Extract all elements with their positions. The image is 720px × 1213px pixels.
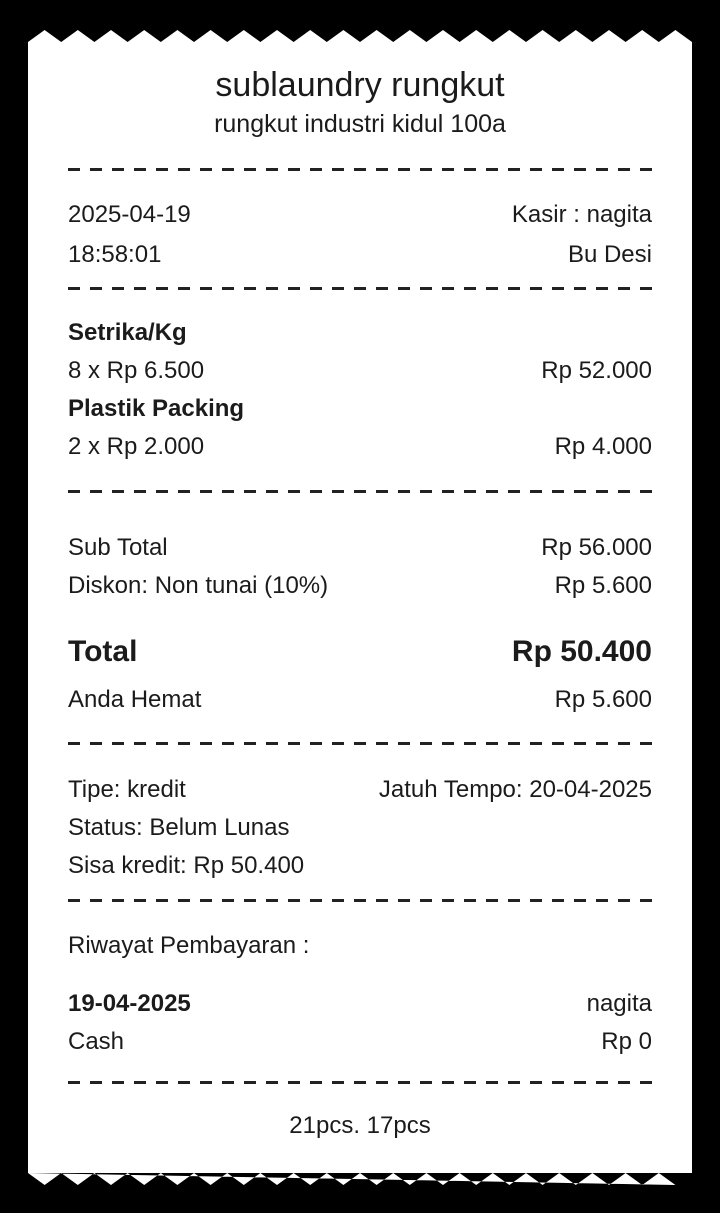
payment-date: 19-04-2025 — [68, 990, 191, 1017]
dashed-separator — [68, 287, 652, 290]
store-name: sublaundry rungkut — [215, 66, 505, 104]
item-detail-row — [68, 428, 652, 466]
payment-method-row — [68, 1023, 652, 1061]
item-qty-price: 8 x Rp 6.500 — [68, 357, 205, 384]
subtotal-value: Rp 56.000 — [541, 534, 652, 561]
receipt — [28, 30, 692, 1185]
receipt-torn-edge-top — [28, 30, 692, 42]
discount-label: Diskon: Non tunai (10%) — [68, 572, 329, 599]
savings-row — [68, 681, 652, 719]
pieces-summary: 21pcs. 17pcs — [289, 1112, 431, 1139]
subtotal-label: Sub Total — [68, 534, 168, 561]
subtotal-row — [68, 529, 652, 567]
info-row-time-customer — [68, 235, 652, 275]
item-name: Plastik Packing — [68, 395, 245, 422]
receipt-paper — [28, 42, 692, 1173]
payment-method: Cash — [68, 1028, 125, 1055]
receipt-torn-edge-bottom — [28, 1173, 692, 1185]
store-address: rungkut industri kidul 100a — [214, 110, 506, 138]
discount-row — [68, 567, 652, 605]
dashed-separator — [68, 1081, 652, 1084]
dashed-separator — [68, 742, 652, 745]
info-row-date-cashier — [68, 195, 652, 235]
discount-value: Rp 5.600 — [554, 572, 652, 599]
payment-entry-row — [68, 985, 652, 1023]
transaction-date: 2025-04-19 — [68, 201, 191, 228]
savings-value: Rp 5.600 — [554, 686, 652, 713]
item-name: Setrika/Kg — [68, 319, 187, 346]
item-amount: Rp 52.000 — [541, 357, 652, 384]
item-amount: Rp 4.000 — [554, 433, 652, 460]
total-label: Total — [68, 635, 138, 668]
credit-type-due-row — [68, 771, 652, 809]
credit-due-date: Jatuh Tempo: 20-04-2025 — [378, 776, 652, 803]
customer-name: Bu Desi — [567, 241, 652, 268]
payment-amount: Rp 0 — [601, 1028, 652, 1055]
dashed-separator — [68, 168, 652, 171]
total-row — [68, 631, 652, 673]
credit-type: Tipe: kredit — [68, 776, 186, 803]
dashed-separator — [68, 490, 652, 493]
savings-label: Anda Hemat — [68, 686, 202, 713]
item-detail-row — [68, 352, 652, 390]
credit-remaining: Sisa kredit: Rp 50.400 — [68, 852, 305, 879]
total-value: Rp 50.400 — [511, 635, 652, 668]
cashier-name: Kasir : nagita — [511, 201, 652, 228]
transaction-time: 18:58:01 — [68, 241, 162, 268]
credit-status: Status: Belum Lunas — [68, 814, 290, 841]
dashed-separator — [68, 899, 652, 902]
payment-history-title: Riwayat Pembayaran : — [68, 932, 310, 959]
payment-cashier: nagita — [586, 990, 652, 1017]
item-qty-price: 2 x Rp 2.000 — [68, 433, 205, 460]
